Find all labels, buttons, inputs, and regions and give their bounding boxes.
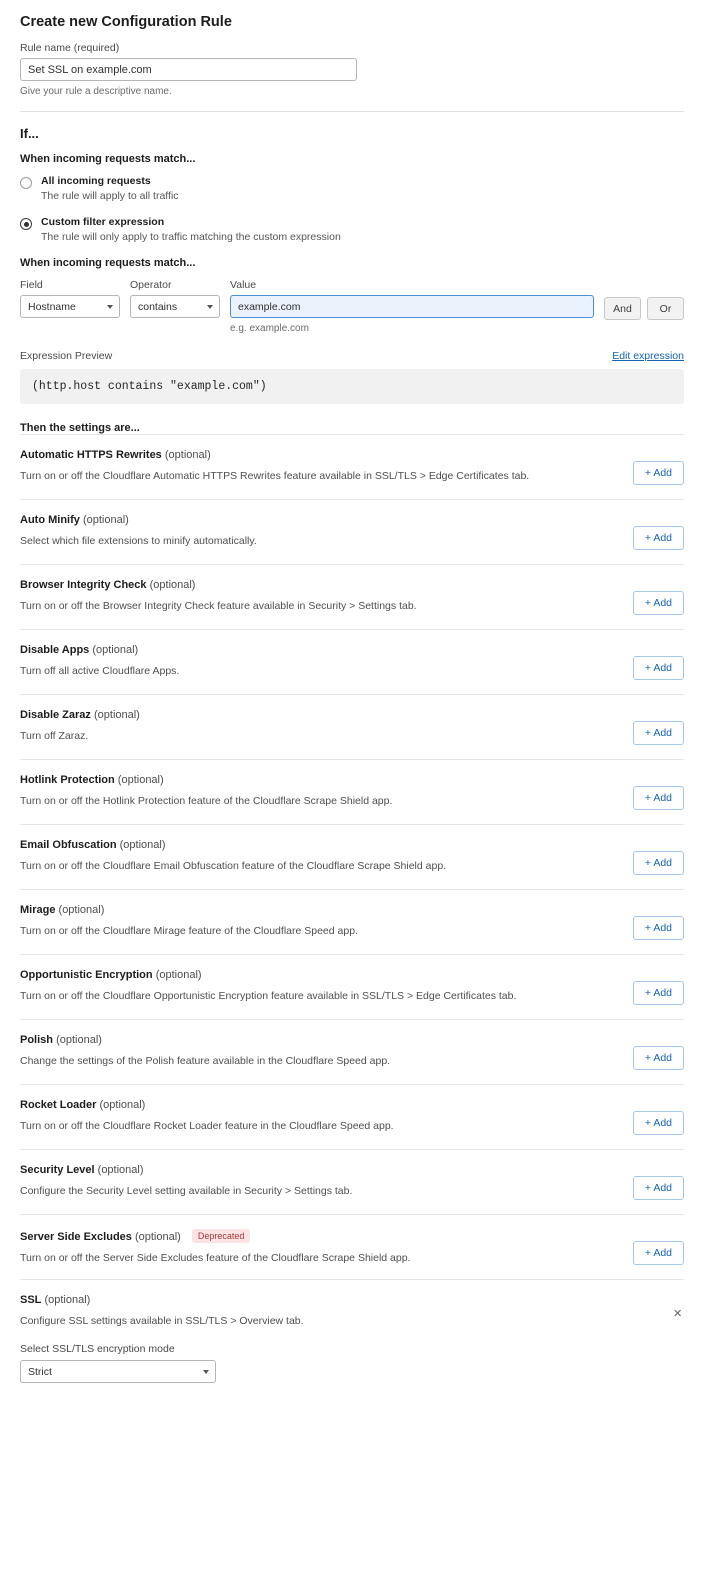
setting-row (20, 889, 684, 954)
value-hint: e.g. example.com (230, 323, 309, 334)
status-badge: Deprecated (192, 1229, 251, 1243)
and-button[interactable]: And (604, 297, 641, 320)
add-button[interactable]: + Add (633, 656, 684, 680)
rule-name-hint: Give your rule a descriptive name. (20, 86, 172, 97)
chevron-down-icon (207, 305, 213, 309)
setting-description: Turn on or off the Cloudflare Email Obfuscation feature of the Cloudflare Scrape Shield app. (20, 860, 447, 872)
setting-row (20, 954, 684, 1019)
setting-title (20, 904, 619, 916)
ssl-mode-select[interactable] (20, 1360, 216, 1383)
radio-option-custom-filter[interactable] (20, 216, 684, 243)
setting-title (20, 1034, 619, 1046)
setting-row (20, 629, 684, 694)
setting-optional: (optional) (97, 1164, 144, 1176)
operator-select-value: contains (138, 300, 178, 313)
setting-optional: (optional) (82, 514, 129, 526)
rule-name-label: Rule name (required) (20, 42, 120, 54)
value-label: Value (230, 279, 257, 291)
setting-description: Turn off all active Cloudflare Apps. (20, 665, 180, 677)
setting-optional: (optional) (164, 449, 211, 461)
setting-optional: (optional) (56, 1034, 102, 1046)
setting-description: Turn on or off the Hotlink Protection feature of the Cloudflare Scrape Shield app. (20, 795, 393, 807)
setting-name: Disable Apps (20, 644, 90, 656)
divider (20, 111, 684, 112)
setting-optional: (optional) (119, 839, 166, 851)
setting-name: Security Level (20, 1164, 95, 1176)
setting-title (20, 969, 619, 981)
setting-optional: (optional) (149, 579, 196, 591)
setting-name: SSL (20, 1294, 42, 1306)
radio-label: Custom filter expression (41, 216, 165, 228)
add-button[interactable]: + Add (633, 851, 684, 875)
add-button[interactable]: + Add (633, 721, 684, 745)
setting-title (20, 1229, 619, 1243)
operator-label: Operator (130, 279, 172, 291)
add-button[interactable]: + Add (633, 981, 684, 1005)
filter-title: When incoming requests match... (20, 257, 196, 269)
edit-expression-link[interactable]: Edit expression (612, 350, 684, 362)
setting-row (20, 1214, 684, 1279)
setting-name: Email Obfuscation (20, 839, 117, 851)
setting-row-ssl (20, 1279, 684, 1397)
setting-row (20, 759, 684, 824)
setting-title (20, 839, 619, 851)
setting-title (20, 774, 619, 786)
setting-name: Disable Zaraz (20, 709, 91, 721)
value-input[interactable] (230, 295, 594, 318)
setting-row (20, 1019, 684, 1084)
field-select[interactable] (20, 295, 120, 318)
setting-optional: (optional) (155, 969, 202, 981)
setting-name: Polish (20, 1034, 54, 1046)
setting-description: Turn off Zaraz. (20, 730, 89, 742)
radio-icon[interactable] (20, 218, 32, 230)
filter-row (20, 279, 684, 334)
setting-name: Server Side Excludes (20, 1231, 132, 1243)
setting-optional: (optional) (93, 709, 140, 721)
setting-row (20, 694, 684, 759)
setting-title (20, 514, 619, 526)
setting-description: Turn on or off the Cloudflare Automatic HTTPS Rewrites feature available in SSL/TLS > Edge Certificates tab. (20, 470, 530, 482)
setting-description: Turn on or off the Cloudflare Opportunistic Encryption feature available in SSL/TLS > Edge Certificates tab. (20, 990, 517, 1002)
setting-row (20, 1084, 684, 1149)
setting-description: Turn on or off the Browser Integrity Check feature available in Security > Settings tab. (20, 600, 417, 612)
expression-preview-box: (http.host contains "example.com") (20, 369, 684, 404)
rule-name-input[interactable] (20, 58, 357, 81)
setting-title (20, 1164, 619, 1176)
ssl-mode-value: Strict (28, 1365, 52, 1378)
setting-row (20, 499, 684, 564)
radio-icon[interactable] (20, 177, 32, 189)
then-settings-title: Then the settings are... (20, 422, 140, 434)
setting-optional: (optional) (92, 644, 139, 656)
setting-name: Automatic HTTPS Rewrites (20, 449, 162, 461)
setting-description: Configure the Security Level setting available in Security > Settings tab. (20, 1185, 353, 1197)
setting-optional: (optional) (99, 1099, 146, 1111)
setting-optional: (optional) (58, 904, 105, 916)
ssl-select-label: Select SSL/TLS encryption mode (20, 1343, 175, 1355)
setting-row (20, 564, 684, 629)
radio-description: The rule will only apply to traffic matching the custom expression (41, 231, 341, 243)
setting-name: Opportunistic Encryption (20, 969, 153, 981)
radio-label: All incoming requests (41, 175, 151, 187)
setting-description: Turn on or off the Server Side Excludes feature of the Cloudflare Scrape Shield app. (20, 1252, 411, 1264)
add-button[interactable]: + Add (633, 916, 684, 940)
setting-optional: (optional) (117, 774, 164, 786)
setting-optional: (optional) (44, 1294, 91, 1306)
add-button[interactable]: + Add (633, 591, 684, 615)
expression-preview-label: Expression Preview (20, 350, 113, 362)
page-title: Create new Configuration Rule (20, 14, 232, 30)
add-button[interactable]: + Add (633, 786, 684, 810)
setting-title (20, 709, 619, 721)
chevron-down-icon (107, 305, 113, 309)
match-title: When incoming requests match... (20, 153, 196, 165)
setting-name: Mirage (20, 904, 56, 916)
setting-row (20, 434, 684, 499)
setting-optional: (optional) (134, 1231, 181, 1243)
add-button[interactable]: + Add (633, 461, 684, 485)
setting-title (20, 579, 619, 591)
close-icon[interactable]: × (673, 1305, 682, 1322)
radio-description: The rule will apply to all traffic (41, 190, 179, 202)
setting-title (20, 1099, 619, 1111)
setting-name: Rocket Loader (20, 1099, 97, 1111)
settings-list (20, 434, 684, 1397)
or-button[interactable]: Or (647, 297, 684, 320)
add-button[interactable]: + Add (633, 526, 684, 550)
setting-row (20, 1149, 684, 1214)
setting-description: Change the settings of the Polish feature available in the Cloudflare Speed app. (20, 1055, 391, 1067)
if-section-title: If... (20, 126, 39, 141)
expression-preview-header (20, 350, 684, 362)
setting-name: Browser Integrity Check (20, 579, 147, 591)
add-button[interactable]: + Add (633, 1046, 684, 1070)
chevron-down-icon (203, 1370, 209, 1374)
field-label: Field (20, 279, 43, 291)
radio-option-all-requests[interactable] (20, 175, 684, 202)
setting-name: Hotlink Protection (20, 774, 115, 786)
setting-description: Configure SSL settings available in SSL/TLS > Overview tab. (20, 1315, 304, 1327)
add-button[interactable]: + Add (633, 1111, 684, 1135)
field-select-value: Hostname (28, 300, 76, 313)
setting-row (20, 824, 684, 889)
setting-name: Auto Minify (20, 514, 80, 526)
add-button[interactable]: + Add (633, 1241, 684, 1265)
setting-title (20, 644, 619, 656)
setting-title (20, 1294, 657, 1306)
add-button[interactable]: + Add (633, 1176, 684, 1200)
setting-title (20, 449, 619, 461)
setting-description: Turn on or off the Cloudflare Mirage feature of the Cloudflare Speed app. (20, 925, 358, 937)
setting-description: Select which file extensions to minify automatically. (20, 535, 257, 547)
setting-description: Turn on or off the Cloudflare Rocket Loader feature in the Cloudflare Speed app. (20, 1120, 394, 1132)
